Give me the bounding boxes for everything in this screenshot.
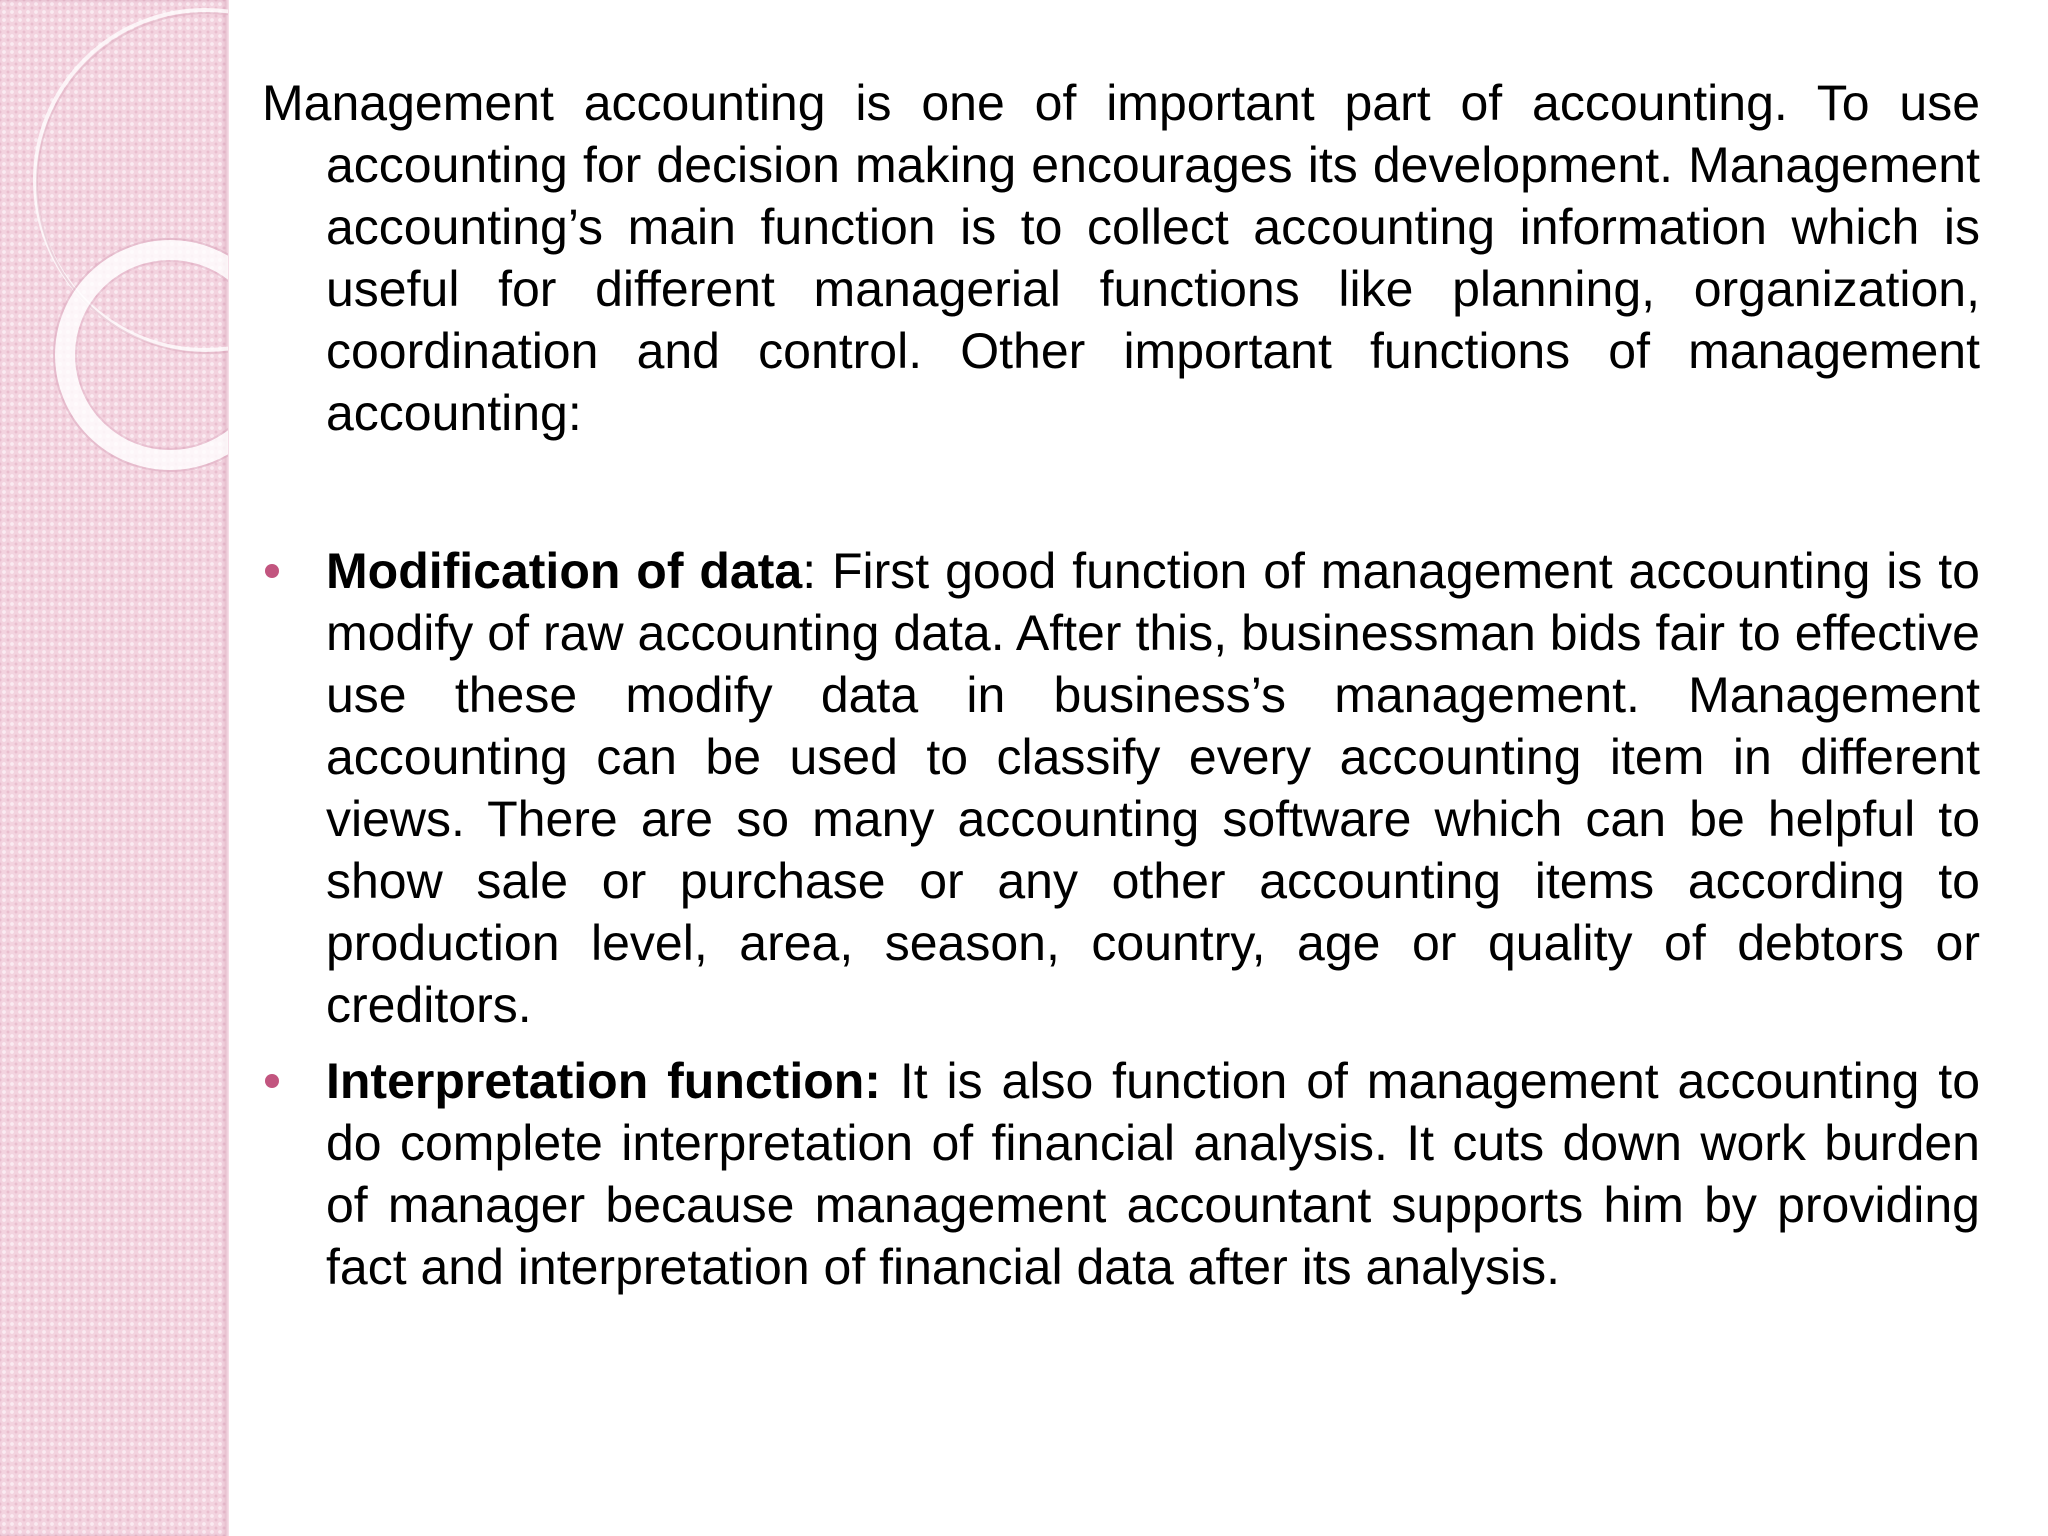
- bullet-text: It is also function of management accounting to do complete interpretation of financial analysis. It cuts down work burden of manager because management accountant supports him by providing fact and interpretation of financial data after its analysis.: [326, 1053, 1980, 1295]
- bullet-separator: :: [802, 543, 817, 599]
- large-ring: [35, 10, 228, 350]
- intro-paragraph: Management accounting is one of important part of accounting. To use accounting for decision making encourages its development. Management accounting’s main function is to collect accounting information which is useful for different managerial functions like planning, organization, coordination and control. Other important functions of management accounting:: [262, 75, 1980, 441]
- bullet-term: Interpretation function:: [326, 1053, 881, 1109]
- small-ring: [65, 250, 228, 460]
- decorative-rings: [0, 0, 228, 520]
- bullet-text: First good function of management accounting is to modify of raw accounting data. After this, businessman bids fair to effective use these modify data in business’s management. Management accounting can be used to classify every accounting item in different views. There are so many accounting software which can be helpful to show sale or purchase or any other accounting items according to production level, area, season, country, age or quality of debtors or creditors.: [326, 543, 1980, 1033]
- large-ring-shadow: [37, 13, 228, 353]
- bullet-dot-icon: [265, 564, 279, 578]
- bullet-dot-icon: [265, 1074, 279, 1088]
- slide-body: [262, 72, 1980, 1312]
- bullet-term: Modification of data: [326, 543, 803, 599]
- small-ring-outline: [54, 239, 228, 471]
- list-item-interpretation-function: [262, 1050, 1980, 1298]
- list-item-modification-of-data: [262, 540, 1980, 1036]
- function-list: [262, 540, 1980, 1298]
